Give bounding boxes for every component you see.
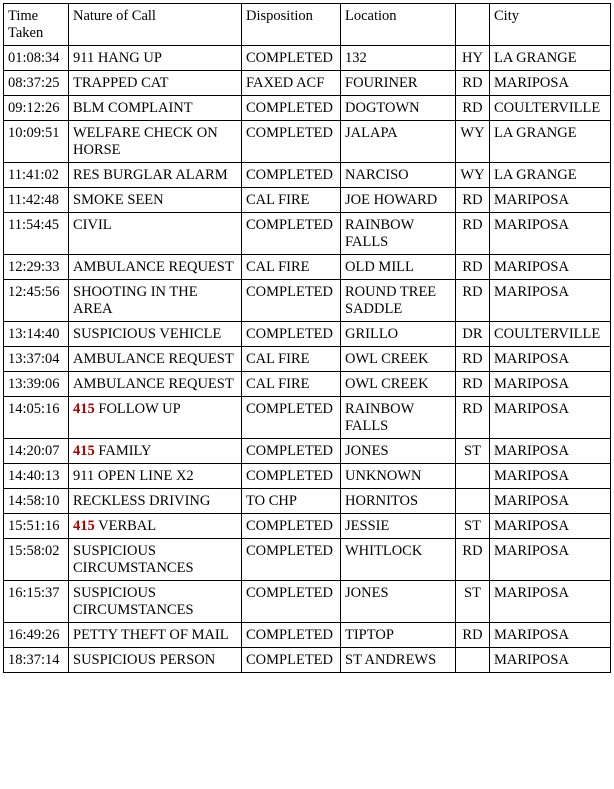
header-nature-of-call: Nature of Call bbox=[69, 4, 242, 46]
table-row bbox=[4, 623, 611, 648]
location-cell: TIPTOP bbox=[341, 623, 456, 648]
call-log-table bbox=[3, 3, 611, 673]
city-cell: MARIPOSA bbox=[490, 372, 611, 397]
location-cell: UNKNOWN bbox=[341, 464, 456, 489]
street-suffix-cell: RD bbox=[456, 372, 490, 397]
location-cell: JESSIE bbox=[341, 514, 456, 539]
time-taken-cell: 11:42:48 bbox=[4, 188, 69, 213]
location-cell: JALAPA bbox=[341, 121, 456, 163]
location-cell: OLD MILL bbox=[341, 255, 456, 280]
nature-of-call-cell bbox=[69, 255, 242, 280]
header-disposition: Disposition bbox=[242, 4, 341, 46]
time-taken-cell: 13:39:06 bbox=[4, 372, 69, 397]
nature-text: RECKLESS DRIVING bbox=[73, 493, 211, 509]
nature-text: VERBAL bbox=[94, 518, 157, 534]
nature-of-call-cell bbox=[69, 489, 242, 514]
nature-text: CIVIL bbox=[73, 217, 112, 233]
time-taken-cell: 10:09:51 bbox=[4, 121, 69, 163]
location-cell: ST ANDREWS bbox=[341, 648, 456, 673]
header-row bbox=[4, 4, 611, 46]
table-row bbox=[4, 46, 611, 71]
disposition-cell: COMPLETED bbox=[242, 464, 341, 489]
nature-text: AMBULANCE REQUEST bbox=[73, 376, 234, 392]
location-cell: DOGTOWN bbox=[341, 96, 456, 121]
disposition-cell: COMPLETED bbox=[242, 163, 341, 188]
table-row bbox=[4, 280, 611, 322]
header-time-line1: Time bbox=[8, 8, 39, 24]
time-taken-cell: 14:20:07 bbox=[4, 439, 69, 464]
city-cell: LA GRANGE bbox=[490, 163, 611, 188]
nature-text: RES BURGLAR ALARM bbox=[73, 167, 228, 183]
nature-of-call-cell bbox=[69, 581, 242, 623]
time-taken-cell: 11:54:45 bbox=[4, 213, 69, 255]
disposition-cell: COMPLETED bbox=[242, 322, 341, 347]
call-code-415: 415 bbox=[73, 401, 95, 417]
time-taken-cell: 15:51:16 bbox=[4, 514, 69, 539]
nature-of-call-cell bbox=[69, 121, 242, 163]
nature-of-call-cell bbox=[69, 464, 242, 489]
table-row bbox=[4, 514, 611, 539]
header-time-line2: Taken bbox=[8, 25, 44, 41]
table-row bbox=[4, 648, 611, 673]
nature-of-call-cell bbox=[69, 514, 242, 539]
city-cell: MARIPOSA bbox=[490, 347, 611, 372]
disposition-cell: COMPLETED bbox=[242, 439, 341, 464]
disposition-cell: COMPLETED bbox=[242, 397, 341, 439]
time-taken-cell: 18:37:14 bbox=[4, 648, 69, 673]
time-taken-cell: 09:12:26 bbox=[4, 96, 69, 121]
city-cell: MARIPOSA bbox=[490, 280, 611, 322]
nature-text: FOLLOW UP bbox=[94, 401, 181, 417]
street-suffix-cell: ST bbox=[456, 514, 490, 539]
time-taken-cell: 11:41:02 bbox=[4, 163, 69, 188]
city-cell: MARIPOSA bbox=[490, 255, 611, 280]
disposition-cell: COMPLETED bbox=[242, 539, 341, 581]
location-cell: WHITLOCK bbox=[341, 539, 456, 581]
nature-text: 911 HANG UP bbox=[73, 50, 162, 66]
nature-text: SHOOTING IN THE AREA bbox=[73, 284, 198, 317]
table-row bbox=[4, 121, 611, 163]
city-cell: MARIPOSA bbox=[490, 514, 611, 539]
table-row bbox=[4, 489, 611, 514]
nature-of-call-cell bbox=[69, 347, 242, 372]
location-cell: FOURINER bbox=[341, 71, 456, 96]
time-taken-cell: 14:05:16 bbox=[4, 397, 69, 439]
nature-text: TRAPPED CAT bbox=[73, 75, 169, 91]
nature-of-call-cell bbox=[69, 213, 242, 255]
disposition-cell: CAL FIRE bbox=[242, 188, 341, 213]
nature-text: SMOKE SEEN bbox=[73, 192, 164, 208]
street-suffix-cell: RD bbox=[456, 280, 490, 322]
nature-text: 911 OPEN LINE X2 bbox=[73, 468, 194, 484]
nature-of-call-cell bbox=[69, 188, 242, 213]
nature-text: SUSPICIOUS CIRCUMSTANCES bbox=[73, 585, 194, 618]
city-cell: MARIPOSA bbox=[490, 648, 611, 673]
city-cell: MARIPOSA bbox=[490, 213, 611, 255]
time-taken-cell: 08:37:25 bbox=[4, 71, 69, 96]
street-suffix-cell: RD bbox=[456, 213, 490, 255]
disposition-cell: COMPLETED bbox=[242, 581, 341, 623]
disposition-cell: TO CHP bbox=[242, 489, 341, 514]
location-cell: HORNITOS bbox=[341, 489, 456, 514]
street-suffix-cell: DR bbox=[456, 322, 490, 347]
disposition-cell: CAL FIRE bbox=[242, 255, 341, 280]
location-cell: OWL CREEK bbox=[341, 347, 456, 372]
location-cell: GRILLO bbox=[341, 322, 456, 347]
table-row bbox=[4, 188, 611, 213]
street-suffix-cell: RD bbox=[456, 255, 490, 280]
table-row bbox=[4, 322, 611, 347]
header-street-suffix bbox=[456, 4, 490, 46]
nature-text: AMBULANCE REQUEST bbox=[73, 351, 234, 367]
nature-of-call-cell bbox=[69, 96, 242, 121]
city-cell: LA GRANGE bbox=[490, 121, 611, 163]
nature-of-call-cell bbox=[69, 46, 242, 71]
table-row bbox=[4, 71, 611, 96]
disposition-cell: CAL FIRE bbox=[242, 347, 341, 372]
disposition-cell: CAL FIRE bbox=[242, 372, 341, 397]
time-taken-cell: 12:29:33 bbox=[4, 255, 69, 280]
disposition-cell: COMPLETED bbox=[242, 514, 341, 539]
city-cell: MARIPOSA bbox=[490, 71, 611, 96]
city-cell: MARIPOSA bbox=[490, 489, 611, 514]
street-suffix-cell bbox=[456, 648, 490, 673]
street-suffix-cell: RD bbox=[456, 96, 490, 121]
street-suffix-cell: WY bbox=[456, 163, 490, 188]
street-suffix-cell: RD bbox=[456, 347, 490, 372]
nature-of-call-cell bbox=[69, 372, 242, 397]
city-cell: LA GRANGE bbox=[490, 46, 611, 71]
city-cell: MARIPOSA bbox=[490, 581, 611, 623]
call-code-415: 415 bbox=[73, 443, 95, 459]
time-taken-cell: 14:40:13 bbox=[4, 464, 69, 489]
time-taken-cell: 14:58:10 bbox=[4, 489, 69, 514]
location-cell: ROUND TREE SADDLE bbox=[341, 280, 456, 322]
disposition-cell: FAXED ACF bbox=[242, 71, 341, 96]
table-row bbox=[4, 213, 611, 255]
nature-of-call-cell bbox=[69, 322, 242, 347]
table-row bbox=[4, 464, 611, 489]
street-suffix-cell: RD bbox=[456, 71, 490, 96]
location-cell: OWL CREEK bbox=[341, 372, 456, 397]
city-cell: MARIPOSA bbox=[490, 439, 611, 464]
street-suffix-cell bbox=[456, 464, 490, 489]
street-suffix-cell: ST bbox=[456, 439, 490, 464]
street-suffix-cell: WY bbox=[456, 121, 490, 163]
location-cell: 132 bbox=[341, 46, 456, 71]
time-taken-cell: 12:45:56 bbox=[4, 280, 69, 322]
street-suffix-cell: RD bbox=[456, 188, 490, 213]
table-row bbox=[4, 96, 611, 121]
nature-text: SUSPICIOUS PERSON bbox=[73, 652, 216, 668]
city-cell: MARIPOSA bbox=[490, 188, 611, 213]
table-body bbox=[4, 46, 611, 673]
location-cell: JONES bbox=[341, 439, 456, 464]
table-row bbox=[4, 255, 611, 280]
table-row bbox=[4, 581, 611, 623]
nature-text: WELFARE CHECK ON HORSE bbox=[73, 125, 218, 158]
table-row bbox=[4, 163, 611, 188]
table-row bbox=[4, 439, 611, 464]
disposition-cell: COMPLETED bbox=[242, 46, 341, 71]
street-suffix-cell: RD bbox=[456, 539, 490, 581]
nature-text: AMBULANCE REQUEST bbox=[73, 259, 234, 275]
city-cell: MARIPOSA bbox=[490, 397, 611, 439]
time-taken-cell: 01:08:34 bbox=[4, 46, 69, 71]
disposition-cell: COMPLETED bbox=[242, 623, 341, 648]
nature-text: SUSPICIOUS VEHICLE bbox=[73, 326, 222, 342]
table-row bbox=[4, 372, 611, 397]
disposition-cell: COMPLETED bbox=[242, 96, 341, 121]
street-suffix-cell: HY bbox=[456, 46, 490, 71]
city-cell: MARIPOSA bbox=[490, 539, 611, 581]
nature-of-call-cell bbox=[69, 280, 242, 322]
nature-text: SUSPICIOUS CIRCUMSTANCES bbox=[73, 543, 194, 576]
nature-of-call-cell bbox=[69, 71, 242, 96]
disposition-cell: COMPLETED bbox=[242, 121, 341, 163]
table-row bbox=[4, 539, 611, 581]
call-code-415: 415 bbox=[73, 518, 95, 534]
table-header bbox=[4, 4, 611, 46]
disposition-cell: COMPLETED bbox=[242, 280, 341, 322]
table-row bbox=[4, 397, 611, 439]
disposition-cell: COMPLETED bbox=[242, 648, 341, 673]
time-taken-cell: 13:14:40 bbox=[4, 322, 69, 347]
city-cell: MARIPOSA bbox=[490, 464, 611, 489]
street-suffix-cell: ST bbox=[456, 581, 490, 623]
city-cell: COULTERVILLE bbox=[490, 322, 611, 347]
time-taken-cell: 15:58:02 bbox=[4, 539, 69, 581]
location-cell: RAINBOW FALLS bbox=[341, 213, 456, 255]
nature-of-call-cell bbox=[69, 539, 242, 581]
street-suffix-cell: RD bbox=[456, 397, 490, 439]
nature-of-call-cell bbox=[69, 648, 242, 673]
nature-text: BLM COMPLAINT bbox=[73, 100, 193, 116]
location-cell: JOE HOWARD bbox=[341, 188, 456, 213]
nature-of-call-cell bbox=[69, 439, 242, 464]
location-cell: NARCISO bbox=[341, 163, 456, 188]
disposition-cell: COMPLETED bbox=[242, 213, 341, 255]
time-taken-cell: 16:15:37 bbox=[4, 581, 69, 623]
table-row bbox=[4, 347, 611, 372]
header-location: Location bbox=[341, 4, 456, 46]
city-cell: MARIPOSA bbox=[490, 623, 611, 648]
header-time-taken bbox=[4, 4, 69, 46]
nature-of-call-cell bbox=[69, 623, 242, 648]
street-suffix-cell: RD bbox=[456, 623, 490, 648]
time-taken-cell: 13:37:04 bbox=[4, 347, 69, 372]
city-cell: COULTERVILLE bbox=[490, 96, 611, 121]
nature-of-call-cell bbox=[69, 397, 242, 439]
header-city: City bbox=[490, 4, 611, 46]
nature-text: PETTY THEFT OF MAIL bbox=[73, 627, 229, 643]
street-suffix-cell bbox=[456, 489, 490, 514]
time-taken-cell: 16:49:26 bbox=[4, 623, 69, 648]
nature-of-call-cell bbox=[69, 163, 242, 188]
nature-text: FAMILY bbox=[94, 443, 152, 459]
location-cell: RAINBOW FALLS bbox=[341, 397, 456, 439]
location-cell: JONES bbox=[341, 581, 456, 623]
